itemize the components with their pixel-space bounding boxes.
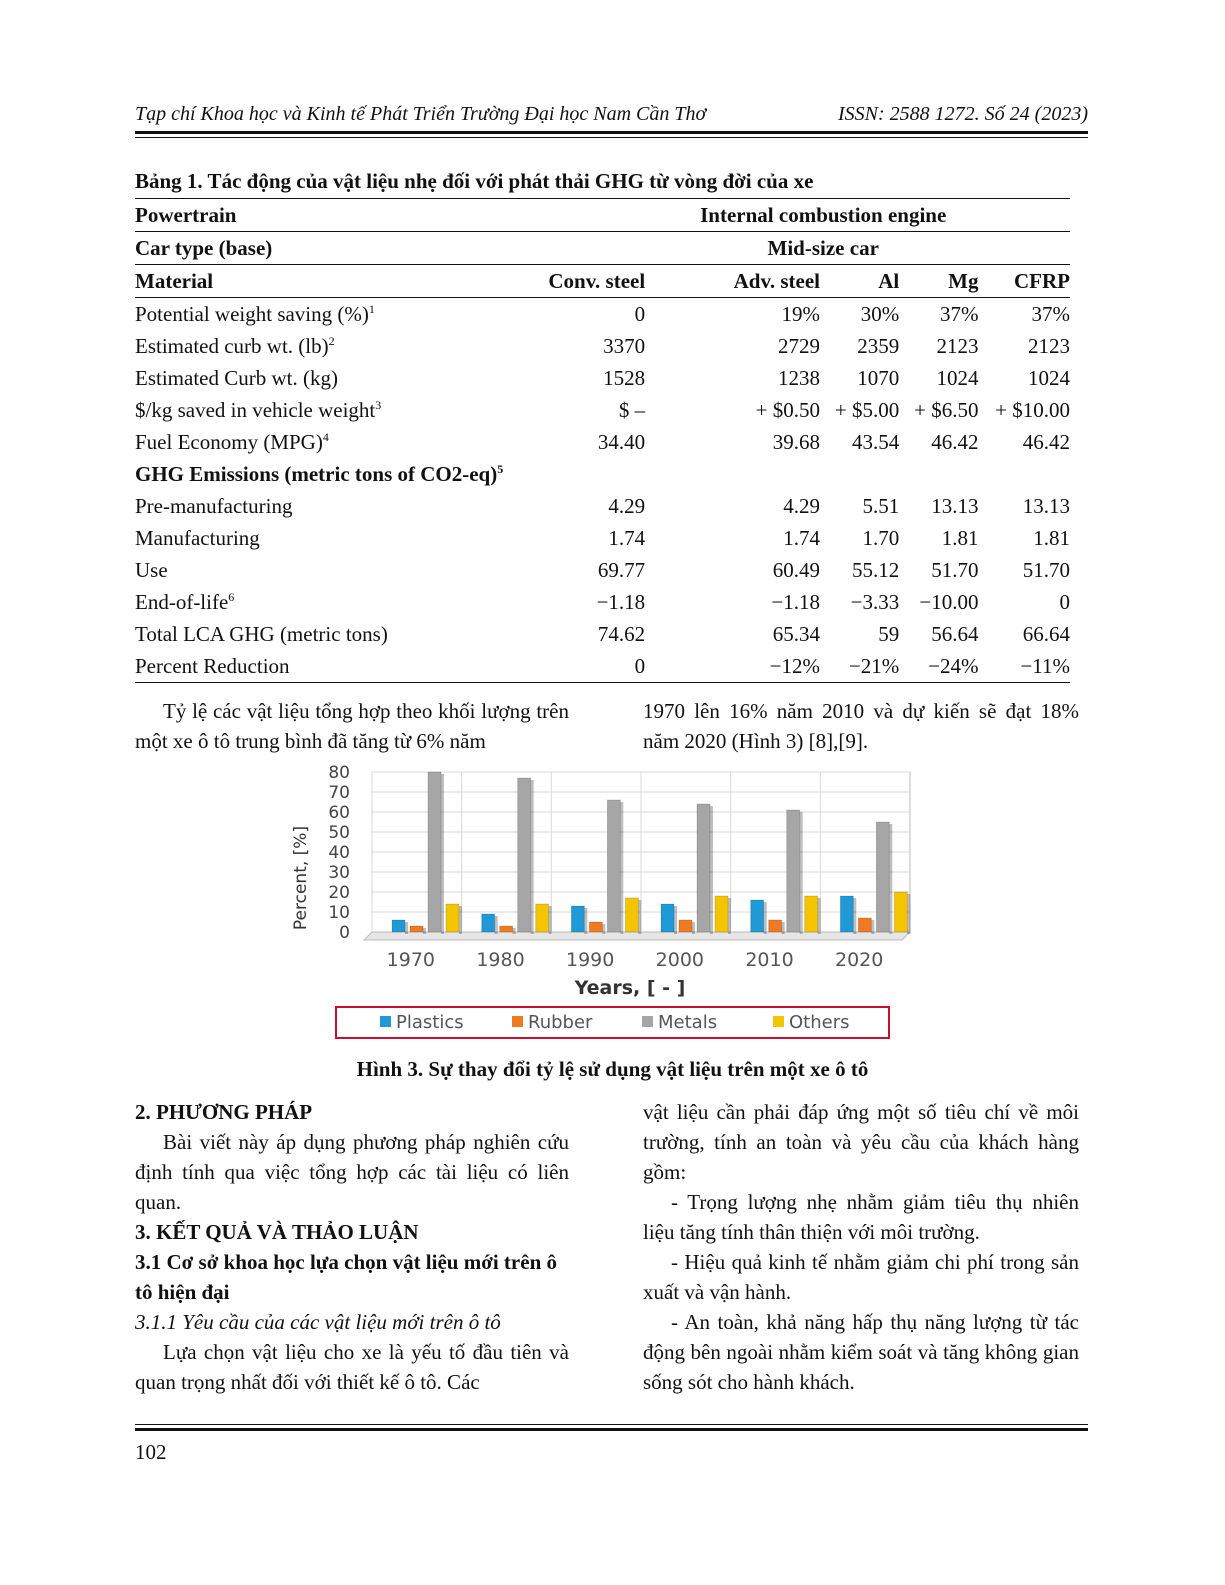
table-cell: 19%	[645, 298, 820, 331]
row-label: Estimated curb wt. (lb)$^2$	[135, 334, 335, 358]
bar-shadow	[674, 906, 677, 934]
table-cell: 1024	[1028, 366, 1070, 390]
y-tick-label: 60	[328, 803, 350, 823]
bar-metals	[787, 810, 800, 932]
table-caption: Bảng 1. Tác động của vật liệu nhẹ đối với phát thải GHG từ vòng đời của xe	[135, 169, 814, 193]
bar-shadow	[728, 898, 731, 934]
table-cell: 65.34	[772, 622, 820, 646]
bar-metals	[697, 804, 710, 932]
table-header-row	[135, 265, 1070, 298]
row-label: Use	[135, 558, 168, 582]
row-label: $/kg saved in vehicle weight$^3$	[135, 398, 382, 422]
table-cell: 1.74	[608, 526, 646, 550]
bar-rubber	[589, 922, 602, 932]
table-cell: 1070	[857, 366, 900, 390]
cartype-label: Car type (base)	[135, 232, 536, 265]
bar-shadow	[764, 902, 767, 934]
y-tick-label: 40	[328, 843, 350, 863]
bar-shadow	[620, 802, 623, 934]
y-tick-label: 80	[328, 763, 350, 783]
legend-swatch	[773, 1016, 784, 1027]
legend-label: Others	[789, 1012, 850, 1033]
table-cell: 2729	[777, 334, 820, 358]
powertrain-value: Internal combustion engine	[536, 199, 1070, 232]
y-tick-label: 0	[339, 923, 350, 943]
table-row	[135, 298, 1070, 331]
legend-swatch	[512, 1016, 523, 1027]
right-column	[643, 1097, 1079, 1397]
bar-rubber	[679, 920, 692, 932]
table-cell: −24%	[899, 650, 978, 683]
x-tick-label: 1970	[386, 949, 436, 971]
table-cell: + $5.00	[834, 398, 900, 422]
table-row	[135, 426, 1070, 458]
intro-paragraph-right: 1970 lên 16% năm 2010 và dự kiến sẽ đạt 18% năm 2020 (Hình 3) [8],[9].	[643, 699, 1079, 753]
table-cell: 46.42	[931, 430, 979, 454]
table-cell: 13.13	[931, 494, 979, 518]
row-label: Potential weight saving (%)$^1$	[135, 298, 536, 331]
table-cell: 0	[536, 298, 645, 331]
table-row	[135, 618, 1070, 650]
bar-shadow	[495, 916, 498, 934]
bar-shadow	[853, 898, 856, 934]
bar-others	[715, 896, 728, 932]
bar-shadow	[549, 906, 552, 934]
x-axis-label: Years, [ - ]	[574, 977, 686, 999]
subsection-heading: 3.1 Cơ sở khoa học lựa chọn vật liệu mới trên ô tô hiện đại	[135, 1250, 557, 1304]
bar-metals	[518, 778, 531, 932]
x-axis-ticks	[387, 949, 884, 971]
bar-others	[625, 898, 638, 932]
row-label: Pre-manufacturing	[135, 494, 293, 518]
table-cell: $ –	[618, 398, 646, 422]
list-item: - Hiệu quả kinh tế nhằm giảm chi phí trong sản xuất và vận hành.	[643, 1250, 1079, 1304]
table-cell: 74.62	[597, 622, 646, 646]
table-row	[135, 394, 1070, 426]
table-cell: + $10.00	[995, 398, 1070, 422]
table-cell: 0	[536, 650, 645, 683]
row-label: End-of-life$^6$	[135, 590, 235, 614]
table-cell: −11%	[979, 650, 1071, 683]
left-column	[135, 1097, 569, 1397]
legend-label: Rubber	[528, 1012, 593, 1033]
data-table	[135, 198, 1070, 683]
row-label: Percent Reduction	[135, 650, 536, 683]
page-number: 102	[135, 1440, 167, 1464]
bar-shadow	[782, 922, 785, 934]
table-cell: −21%	[820, 650, 899, 683]
table-cell: 1238	[777, 366, 820, 390]
bar-rubber	[500, 926, 513, 932]
table-cell: 1024	[936, 366, 979, 390]
bar-shadow	[710, 806, 713, 934]
header-rule	[135, 131, 1088, 134]
legend-swatch	[642, 1016, 653, 1027]
table-row	[135, 586, 1070, 618]
ghg-heading: GHG Emissions (metric tons of CO2-eq)$^5$	[135, 462, 504, 486]
bar-others	[894, 892, 907, 932]
legend-swatch	[380, 1016, 391, 1027]
bar-plastics	[571, 906, 584, 932]
y-axis-ticks	[328, 763, 350, 943]
table-cell: 39.68	[772, 430, 820, 454]
bar-rubber	[769, 920, 782, 932]
table-cell: 2123	[936, 334, 979, 358]
column-header: Conv. steel	[536, 265, 645, 298]
table-cell: 51.70	[1022, 558, 1070, 582]
bar-shadow	[889, 824, 892, 934]
table-cell: −3.33	[850, 590, 900, 614]
y-tick-label: 70	[328, 783, 350, 803]
table-cell: 1.81	[941, 526, 979, 550]
materials-bar-chart	[280, 760, 920, 1045]
intro-paragraph-left: Tỷ lệ các vật liệu tổng hợp theo khối lượng trên một xe ô tô trung bình đã tăng từ 6% năm	[135, 699, 569, 753]
bar-others	[805, 896, 818, 932]
issn-issue: ISSN: 2588 1272. Số 24 (2023)	[838, 103, 1088, 125]
table-cell: 3370	[603, 334, 646, 358]
y-tick-label: 30	[328, 863, 350, 883]
table-row	[135, 362, 1070, 394]
table-cell: −12%	[645, 650, 820, 683]
subsubsection-heading: 3.1.1 Yêu cầu của các vật liệu mới trên ô tô	[135, 1310, 501, 1334]
column-header: Adv. steel	[645, 265, 820, 298]
table-cell: −10.00	[919, 590, 979, 614]
x-tick-label: 1990	[565, 949, 615, 971]
table-cell: −1.18	[771, 590, 820, 614]
journal-title: Tạp chí Khoa học và Kinh tế Phát Triển Trường Đại học Nam Cần Thơ	[135, 103, 707, 125]
table-section-heading	[135, 458, 1070, 490]
list-item: - An toàn, khả năng hấp thụ năng lượng từ tác động bên ngoài nhằm kiểm soát và tăng không gian sống sót cho hành khách.	[643, 1310, 1079, 1394]
row-label: Total LCA GHG (metric tons)	[135, 622, 388, 646]
column-header: CFRP	[979, 265, 1071, 298]
bar-metals	[876, 822, 889, 932]
table-cell: 46.42	[1022, 430, 1070, 454]
list-item: - Trọng lượng nhẹ nhằm giảm tiêu thụ nhiên liệu tăng tính thân thiện với môi trường.	[643, 1190, 1079, 1244]
table-cell: 34.40	[597, 430, 646, 454]
paragraph: Bài viết này áp dụng phương pháp nghiên cứu định tính qua việc tổng hợp các tài liệu có liên quan.	[135, 1130, 569, 1214]
bar-rubber	[410, 926, 423, 932]
paragraph: Lựa chọn vật liệu cho xe là yếu tố đầu tiên và quan trọng nhất đối với thiết kế ô tô. Các	[135, 1340, 569, 1394]
bar-shadow	[423, 928, 426, 934]
table-cell: + $6.50	[914, 398, 979, 422]
legend-label: Plastics	[396, 1012, 464, 1033]
bar-shadow	[459, 906, 462, 934]
x-tick-label: 2010	[745, 949, 794, 971]
bar-plastics	[482, 914, 495, 932]
header-rule-thin	[135, 137, 1088, 138]
bar-metals	[607, 800, 620, 932]
table-row	[135, 490, 1070, 522]
row-label: Fuel Economy (MPG)$^4$	[135, 430, 329, 454]
table-cell: 37%	[899, 298, 978, 331]
bar-shadow	[907, 894, 910, 934]
table-cell: 4.29	[783, 494, 820, 518]
table-cell: 59	[878, 622, 900, 646]
footer-rule-thin	[135, 1424, 1088, 1425]
y-tick-label: 20	[328, 883, 350, 903]
bar-shadow	[638, 900, 641, 934]
table-row	[135, 554, 1070, 586]
figure-caption: Hình 3. Sự thay đổi tỷ lệ sử dụng vật liệu trên một xe ô tô	[356, 1057, 869, 1081]
x-tick-label: 1980	[476, 949, 525, 971]
chart-legend	[380, 1012, 850, 1033]
table-cell: 69.77	[597, 558, 646, 582]
powertrain-label: Powertrain	[135, 199, 536, 232]
table-cell: 43.54	[851, 430, 900, 454]
bar-plastics	[751, 900, 764, 932]
table-row	[135, 330, 1070, 362]
section-heading: 2. PHƯƠNG PHÁP	[135, 1100, 313, 1124]
y-tick-label: 10	[328, 903, 350, 923]
table-cell: 5.51	[862, 494, 900, 518]
table-cell: 60.49	[772, 558, 820, 582]
bar-plastics	[661, 904, 674, 932]
y-axis-label: Percent, [%]	[291, 825, 311, 931]
bar-rubber	[858, 918, 871, 932]
bar-metals	[428, 772, 441, 932]
table-cell: 55.12	[851, 558, 900, 582]
bar-shadow	[441, 774, 444, 934]
bar-plastics	[392, 920, 405, 932]
table-row	[135, 650, 1070, 683]
legend-label: Metals	[658, 1012, 718, 1033]
bar-shadow	[692, 922, 695, 934]
bar-shadow	[871, 920, 874, 934]
table-cell: 4.29	[608, 494, 646, 518]
footer-rule	[135, 1428, 1088, 1431]
chart-floor	[364, 932, 910, 940]
bar-shadow	[584, 908, 587, 934]
table-cell: 1.74	[783, 526, 820, 550]
table-cell: 37%	[979, 298, 1071, 331]
bar-shadow	[818, 898, 821, 934]
row-label: Estimated Curb wt. (kg)	[135, 366, 338, 390]
table-row-powertrain	[135, 199, 1070, 232]
table-cell: 1528	[603, 366, 646, 390]
table-cell: 1.70	[862, 526, 900, 550]
table-cell: 1.81	[1033, 526, 1070, 550]
bar-shadow	[800, 812, 803, 934]
table-cell: 13.13	[1022, 494, 1070, 518]
column-header: Material	[135, 265, 536, 298]
table-cell: + $0.50	[755, 398, 820, 422]
x-tick-label: 2000	[655, 949, 705, 971]
bar-shadow	[513, 928, 516, 934]
bar-shadow	[602, 924, 605, 934]
paragraph: vật liệu cần phải đáp ứng một số tiêu chí về môi trường, tính an toàn và yêu cầu của khách hàng gồm:	[643, 1100, 1079, 1184]
table-row	[135, 522, 1070, 554]
bar-shadow	[405, 922, 408, 934]
table-cell: 2359	[857, 334, 900, 358]
column-header: Al	[820, 265, 899, 298]
bar-plastics	[840, 896, 853, 932]
table-row-cartype	[135, 232, 1070, 265]
table-cell: 2123	[1028, 334, 1070, 358]
table-cell: 56.64	[931, 622, 979, 646]
row-label: Manufacturing	[135, 526, 260, 550]
table-cell: −1.18	[596, 590, 646, 614]
bar-others	[536, 904, 549, 932]
bar-shadow	[531, 780, 534, 934]
cartype-value: Mid-size car	[536, 232, 1070, 265]
bar-others	[446, 904, 459, 932]
table-cell: 51.70	[931, 558, 979, 582]
x-tick-label: 2020	[834, 949, 884, 971]
column-header: Mg	[899, 265, 978, 298]
table-cell: 0	[1059, 590, 1070, 614]
table-cell: 30%	[820, 298, 899, 331]
y-tick-label: 50	[328, 823, 350, 843]
section-heading: 3. KẾT QUẢ VÀ THẢO LUẬN	[135, 1220, 419, 1244]
table-cell: 66.64	[1022, 622, 1070, 646]
